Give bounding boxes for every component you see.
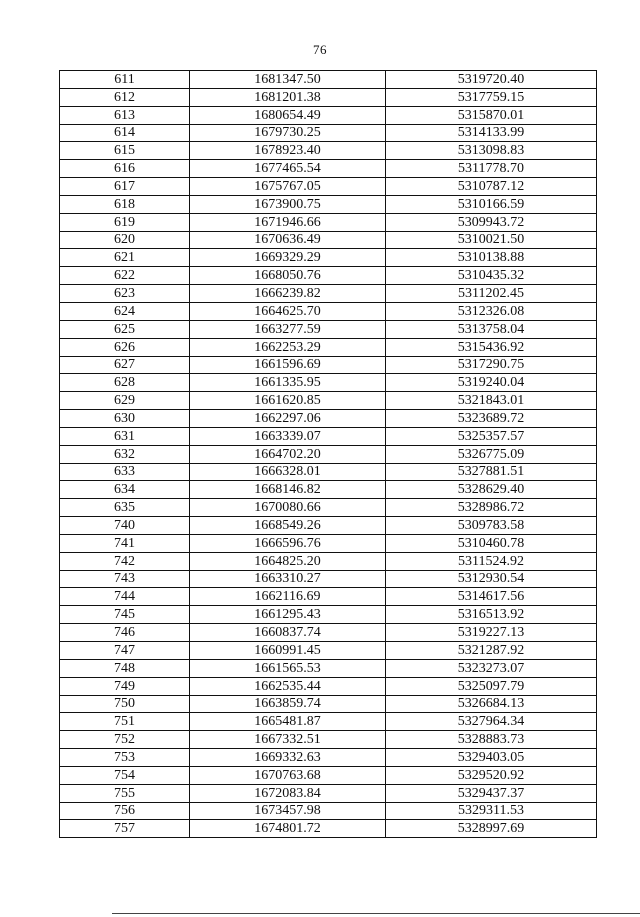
point-number-cell: 611 [60, 71, 190, 89]
x-coordinate-cell: 1663859.74 [190, 695, 386, 713]
table-row [60, 302, 597, 320]
table-row [60, 463, 597, 481]
y-coordinate-cell: 5310021.50 [386, 231, 597, 249]
table-row [60, 766, 597, 784]
point-number-cell: 624 [60, 302, 190, 320]
x-coordinate-cell: 1679730.25 [190, 124, 386, 142]
y-coordinate-cell: 5326775.09 [386, 445, 597, 463]
y-coordinate-cell: 5325357.57 [386, 427, 597, 445]
y-coordinate-cell: 5309783.58 [386, 517, 597, 535]
table-row [60, 231, 597, 249]
y-coordinate-cell: 5313758.04 [386, 320, 597, 338]
x-coordinate-cell: 1680654.49 [190, 106, 386, 124]
table-row [60, 820, 597, 838]
table-row [60, 88, 597, 106]
table-row [60, 606, 597, 624]
table-row [60, 356, 597, 374]
y-coordinate-cell: 5310138.88 [386, 249, 597, 267]
table-row [60, 178, 597, 196]
point-number-cell: 740 [60, 517, 190, 535]
point-number-cell: 613 [60, 106, 190, 124]
y-coordinate-cell: 5327964.34 [386, 713, 597, 731]
point-number-cell: 614 [60, 124, 190, 142]
point-number-cell: 619 [60, 213, 190, 231]
point-number-cell: 612 [60, 88, 190, 106]
table-row [60, 213, 597, 231]
point-number-cell: 753 [60, 749, 190, 767]
point-number-cell: 748 [60, 659, 190, 677]
x-coordinate-cell: 1677465.54 [190, 160, 386, 178]
y-coordinate-cell: 5309943.72 [386, 213, 597, 231]
point-number-cell: 625 [60, 320, 190, 338]
y-coordinate-cell: 5325097.79 [386, 677, 597, 695]
table-row [60, 695, 597, 713]
y-coordinate-cell: 5312326.08 [386, 302, 597, 320]
point-number-cell: 750 [60, 695, 190, 713]
y-coordinate-cell: 5329311.53 [386, 802, 597, 820]
x-coordinate-cell: 1661596.69 [190, 356, 386, 374]
x-coordinate-cell: 1668146.82 [190, 481, 386, 499]
point-number-cell: 635 [60, 499, 190, 517]
y-coordinate-cell: 5327881.51 [386, 463, 597, 481]
y-coordinate-cell: 5316513.92 [386, 606, 597, 624]
y-coordinate-cell: 5329437.37 [386, 784, 597, 802]
x-coordinate-cell: 1669329.29 [190, 249, 386, 267]
point-number-cell: 752 [60, 731, 190, 749]
point-number-cell: 615 [60, 142, 190, 160]
y-coordinate-cell: 5329520.92 [386, 766, 597, 784]
y-coordinate-cell: 5310435.32 [386, 267, 597, 285]
point-number-cell: 617 [60, 178, 190, 196]
table-row [60, 320, 597, 338]
page-number: 76 [313, 42, 327, 57]
x-coordinate-cell: 1664625.70 [190, 302, 386, 320]
x-coordinate-cell: 1662297.06 [190, 410, 386, 428]
y-coordinate-cell: 5315436.92 [386, 338, 597, 356]
y-coordinate-cell: 5328997.69 [386, 820, 597, 838]
point-number-cell: 741 [60, 534, 190, 552]
table-row [60, 267, 597, 285]
coordinate-table [59, 70, 597, 838]
point-number-cell: 745 [60, 606, 190, 624]
point-number-cell: 623 [60, 285, 190, 303]
point-number-cell: 747 [60, 642, 190, 660]
table-row [60, 713, 597, 731]
point-number-cell: 618 [60, 195, 190, 213]
y-coordinate-cell: 5310166.59 [386, 195, 597, 213]
table-row [60, 624, 597, 642]
point-number-cell: 631 [60, 427, 190, 445]
x-coordinate-cell: 1663277.59 [190, 320, 386, 338]
x-coordinate-cell: 1661565.53 [190, 659, 386, 677]
table-row [60, 71, 597, 89]
x-coordinate-cell: 1674801.72 [190, 820, 386, 838]
x-coordinate-cell: 1666596.76 [190, 534, 386, 552]
x-coordinate-cell: 1666239.82 [190, 285, 386, 303]
table-row [60, 659, 597, 677]
x-coordinate-cell: 1662116.69 [190, 588, 386, 606]
table-row [60, 160, 597, 178]
y-coordinate-cell: 5311524.92 [386, 552, 597, 570]
y-coordinate-cell: 5310787.12 [386, 178, 597, 196]
point-number-cell: 620 [60, 231, 190, 249]
y-coordinate-cell: 5314617.56 [386, 588, 597, 606]
table-row [60, 392, 597, 410]
x-coordinate-cell: 1668050.76 [190, 267, 386, 285]
table-row [60, 784, 597, 802]
table-row [60, 534, 597, 552]
table-row [60, 642, 597, 660]
y-coordinate-cell: 5326684.13 [386, 695, 597, 713]
table-row [60, 374, 597, 392]
table-row [60, 731, 597, 749]
y-coordinate-cell: 5323689.72 [386, 410, 597, 428]
point-number-cell: 621 [60, 249, 190, 267]
point-number-cell: 632 [60, 445, 190, 463]
x-coordinate-cell: 1673457.98 [190, 802, 386, 820]
x-coordinate-cell: 1660837.74 [190, 624, 386, 642]
table-row [60, 285, 597, 303]
y-coordinate-cell: 5328629.40 [386, 481, 597, 499]
x-coordinate-cell: 1671946.66 [190, 213, 386, 231]
table-row [60, 142, 597, 160]
point-number-cell: 744 [60, 588, 190, 606]
table-row [60, 249, 597, 267]
table-row [60, 802, 597, 820]
x-coordinate-cell: 1673900.75 [190, 195, 386, 213]
x-coordinate-cell: 1660991.45 [190, 642, 386, 660]
table-row [60, 481, 597, 499]
y-coordinate-cell: 5321843.01 [386, 392, 597, 410]
x-coordinate-cell: 1675767.05 [190, 178, 386, 196]
point-number-cell: 627 [60, 356, 190, 374]
x-coordinate-cell: 1661620.85 [190, 392, 386, 410]
y-coordinate-cell: 5321287.92 [386, 642, 597, 660]
x-coordinate-cell: 1670636.49 [190, 231, 386, 249]
x-coordinate-cell: 1681201.38 [190, 88, 386, 106]
point-number-cell: 751 [60, 713, 190, 731]
table-row [60, 410, 597, 428]
table-row [60, 445, 597, 463]
point-number-cell: 629 [60, 392, 190, 410]
y-coordinate-cell: 5319240.04 [386, 374, 597, 392]
y-coordinate-cell: 5315870.01 [386, 106, 597, 124]
table-row [60, 552, 597, 570]
point-number-cell: 616 [60, 160, 190, 178]
y-coordinate-cell: 5329403.05 [386, 749, 597, 767]
point-number-cell: 626 [60, 338, 190, 356]
x-coordinate-cell: 1661335.95 [190, 374, 386, 392]
x-coordinate-cell: 1669332.63 [190, 749, 386, 767]
x-coordinate-cell: 1662253.29 [190, 338, 386, 356]
x-coordinate-cell: 1664825.20 [190, 552, 386, 570]
point-number-cell: 633 [60, 463, 190, 481]
point-number-cell: 757 [60, 820, 190, 838]
y-coordinate-cell: 5317759.15 [386, 88, 597, 106]
x-coordinate-cell: 1678923.40 [190, 142, 386, 160]
y-coordinate-cell: 5312930.54 [386, 570, 597, 588]
y-coordinate-cell: 5328986.72 [386, 499, 597, 517]
table-row [60, 427, 597, 445]
x-coordinate-cell: 1672083.84 [190, 784, 386, 802]
y-coordinate-cell: 5311202.45 [386, 285, 597, 303]
table-row [60, 749, 597, 767]
x-coordinate-cell: 1664702.20 [190, 445, 386, 463]
y-coordinate-cell: 5314133.99 [386, 124, 597, 142]
table-row [60, 338, 597, 356]
x-coordinate-cell: 1661295.43 [190, 606, 386, 624]
x-coordinate-cell: 1668549.26 [190, 517, 386, 535]
x-coordinate-cell: 1663310.27 [190, 570, 386, 588]
point-number-cell: 749 [60, 677, 190, 695]
y-coordinate-cell: 5328883.73 [386, 731, 597, 749]
y-coordinate-cell: 5317290.75 [386, 356, 597, 374]
table-row [60, 499, 597, 517]
x-coordinate-cell: 1670763.68 [190, 766, 386, 784]
x-coordinate-cell: 1666328.01 [190, 463, 386, 481]
point-number-cell: 628 [60, 374, 190, 392]
point-number-cell: 756 [60, 802, 190, 820]
x-coordinate-cell: 1663339.07 [190, 427, 386, 445]
table-row [60, 124, 597, 142]
coordinate-table-body [60, 71, 597, 838]
point-number-cell: 755 [60, 784, 190, 802]
table-row [60, 588, 597, 606]
x-coordinate-cell: 1681347.50 [190, 71, 386, 89]
table-row [60, 677, 597, 695]
x-coordinate-cell: 1667332.51 [190, 731, 386, 749]
x-coordinate-cell: 1670080.66 [190, 499, 386, 517]
point-number-cell: 754 [60, 766, 190, 784]
table-row [60, 517, 597, 535]
table-row [60, 106, 597, 124]
point-number-cell: 742 [60, 552, 190, 570]
point-number-cell: 634 [60, 481, 190, 499]
y-coordinate-cell: 5311778.70 [386, 160, 597, 178]
x-coordinate-cell: 1662535.44 [190, 677, 386, 695]
y-coordinate-cell: 5313098.83 [386, 142, 597, 160]
point-number-cell: 622 [60, 267, 190, 285]
table-row [60, 195, 597, 213]
y-coordinate-cell: 5319227.13 [386, 624, 597, 642]
y-coordinate-cell: 5319720.40 [386, 71, 597, 89]
bottom-rule [112, 913, 640, 914]
point-number-cell: 743 [60, 570, 190, 588]
y-coordinate-cell: 5323273.07 [386, 659, 597, 677]
y-coordinate-cell: 5310460.78 [386, 534, 597, 552]
x-coordinate-cell: 1665481.87 [190, 713, 386, 731]
point-number-cell: 630 [60, 410, 190, 428]
point-number-cell: 746 [60, 624, 190, 642]
table-row [60, 570, 597, 588]
